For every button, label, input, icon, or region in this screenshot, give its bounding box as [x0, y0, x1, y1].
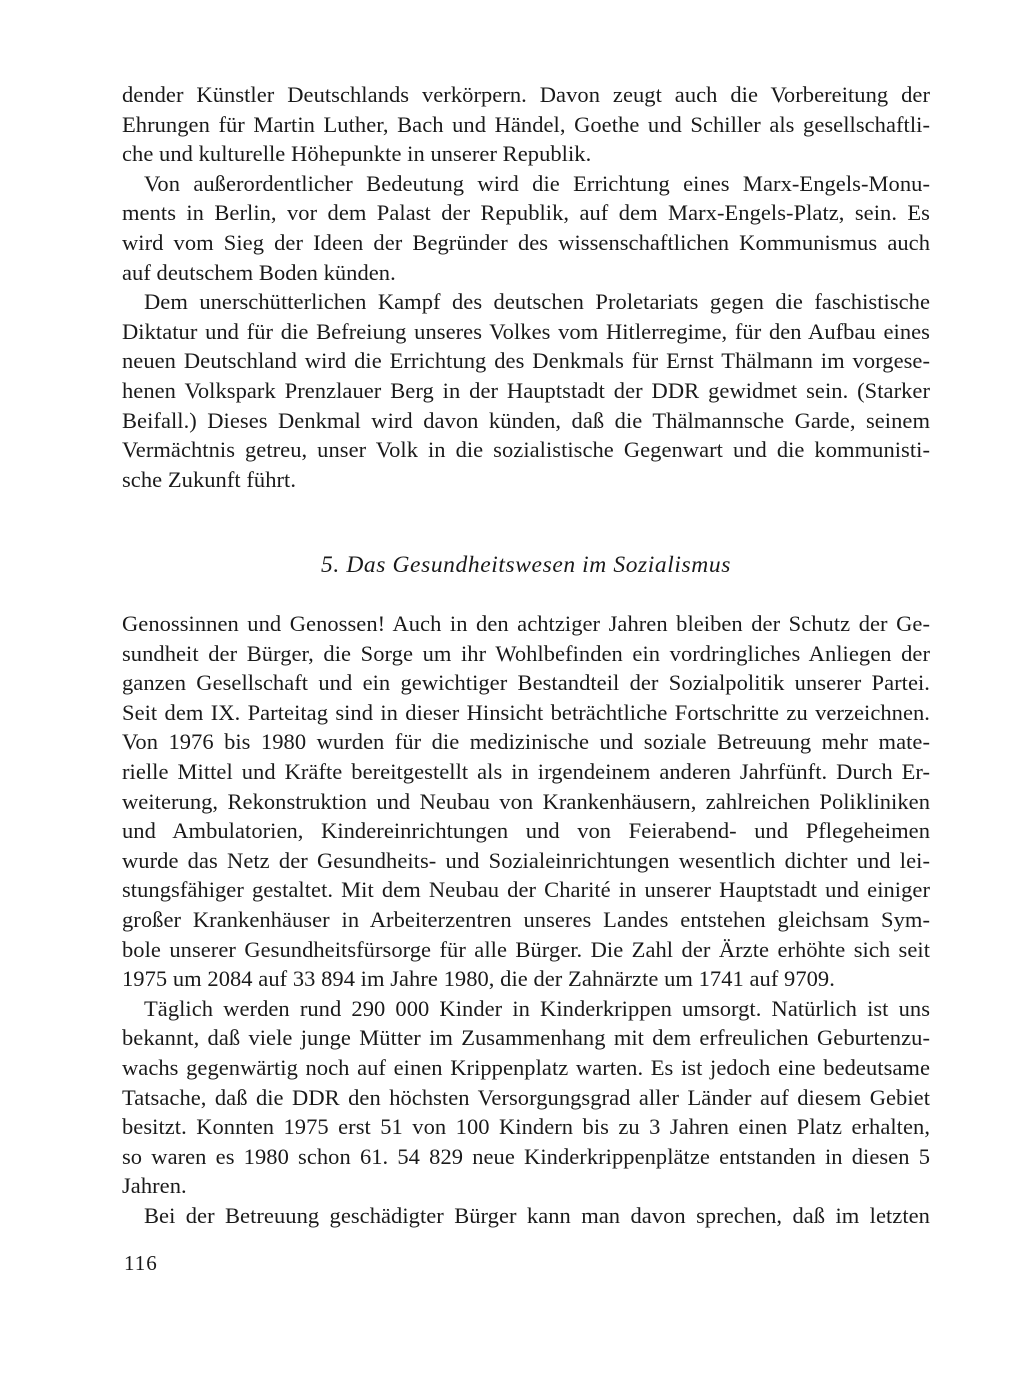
text-line: wachs gegenwärtig noch auf einen Krippenplatz warten. Es ist jedoch eine bedeutsame — [122, 1054, 930, 1080]
text-line: ganzen Gesellschaft und ein gewichtiger Bestandteil der Sozialpolitik unserer Partei. — [122, 670, 930, 696]
section-text-block — [122, 609, 930, 1230]
text-line: Diktatur und für die Befreiung unseres Volkes vom Hitlerregime, für den Aufbau eines — [122, 318, 930, 344]
text-line: auf deutschem Boden künden. — [122, 259, 396, 285]
text-line: großer Krankenhäuser in Arbeiterzentren unseres Landes entstehen gleichsam Sym- — [122, 906, 930, 932]
text-line: so waren es 1980 schon 61. 54 829 neue Kinderkrippenplätze entstanden in diesen 5 — [122, 1143, 930, 1169]
text-line: Täglich werden rund 290 000 Kinder in Kinderkrippen umsorgt. Natürlich ist uns — [144, 995, 930, 1021]
text-line: 1975 um 2084 auf 33 894 im Jahre 1980, die der Zahnärzte um 1741 auf 9709. — [122, 966, 835, 992]
text-line: che und kulturelle Höhepunkte in unserer Republik. — [122, 141, 592, 167]
text-line: Von außerordentlicher Bedeutung wird die Errichtung eines Marx-Engels-Monu- — [144, 170, 930, 196]
text-line: Vermächtnis getreu, unser Volk in die sozialistische Gegenwart und die kommunisti- — [122, 437, 930, 463]
text-line: neuen Deutschland wird die Errichtung des Denkmals für Ernst Thälmann im vorgese- — [122, 348, 930, 374]
text-line: dender Künstler Deutschlands verkörpern. Davon zeugt auch die Vorbereitung der — [122, 82, 930, 107]
page-number: 116 — [124, 1251, 158, 1275]
text-line: Tatsache, daß die DDR den höchsten Versorgungsgrad aller Länder auf diesem Gebiet — [122, 1084, 930, 1110]
intro-text-block — [122, 80, 930, 494]
text-line: sundheit der Bürger, die Sorge um ihr Wohlbefinden ein vordringliches Anliegen der — [122, 640, 930, 666]
text-line: rielle Mittel und Kräfte bereitgestellt als in irgendeinem anderen Jahrfünft. Durch Er- — [122, 758, 930, 784]
text-line: Bei der Betreuung geschädigter Bürger kann man davon sprechen, daß im letzten — [144, 1202, 930, 1228]
text-line: wurde das Netz der Gesundheits- und Sozialeinrichtungen wesentlich dichter und lei- — [122, 847, 930, 873]
text-line: bekannt, daß viele junge Mütter im Zusammenhang mit dem erfreulichen Geburtenzu- — [122, 1025, 930, 1051]
text-line: besitzt. Konnten 1975 erst 51 von 100 Kindern bis zu 3 Jahren einen Platz erhalten, — [122, 1114, 930, 1140]
text-line: ments in Berlin, vor dem Palast der Republik, auf dem Marx-Engels-Platz, sein. Es — [122, 200, 930, 226]
text-line: Genossinnen und Genossen! Auch in den achtziger Jahren bleiben der Schutz der Ge- — [122, 611, 930, 636]
text-line: stungsfähiger gestaltet. Mit dem Neubau der Charité in unserer Hauptstadt und einiger — [122, 877, 930, 903]
text-line: bole unserer Gesundheitsfürsorge für alle Bürger. Die Zahl der Ärzte erhöhte sich seit — [122, 936, 930, 962]
text-line: Beifall.) Dieses Denkmal wird davon künden, daß die Thälmannsche Garde, seinem — [122, 407, 930, 433]
text-line: und Ambulatorien, Kindereinrichtungen und von Feierabend- und Pflegeheimen — [122, 818, 930, 844]
text-line: Seit dem IX. Parteitag sind in dieser Hinsicht beträchtliche Fortschritte zu verzeichnen. — [122, 699, 930, 725]
text-line: Ehrungen für Martin Luther, Bach und Händel, Goethe und Schiller als gesellschaftli- — [122, 111, 930, 137]
text-line: wird vom Sieg der Ideen der Begründer des wissenschaftlichen Kommunismus auch — [122, 229, 930, 255]
section-heading: 5. Das Gesundheitswesen im Sozialismus — [321, 552, 731, 578]
text-line: Jahren. — [122, 1173, 187, 1199]
text-line: weiterung, Rekonstruktion und Neubau von Krankenhäusern, zahlreichen Polikliniken — [122, 788, 930, 814]
text-line: Dem unerschütterlichen Kampf des deutschen Proletariats gegen die faschistische — [144, 289, 930, 315]
text-line: henen Volkspark Prenzlauer Berg in der Hauptstadt der DDR gewidmet sein. (Starker — [122, 377, 930, 403]
text-line: Von 1976 bis 1980 wurden für die medizinische und soziale Betreuung mehr mate- — [122, 729, 930, 755]
text-line: sche Zukunft führt. — [122, 466, 297, 492]
